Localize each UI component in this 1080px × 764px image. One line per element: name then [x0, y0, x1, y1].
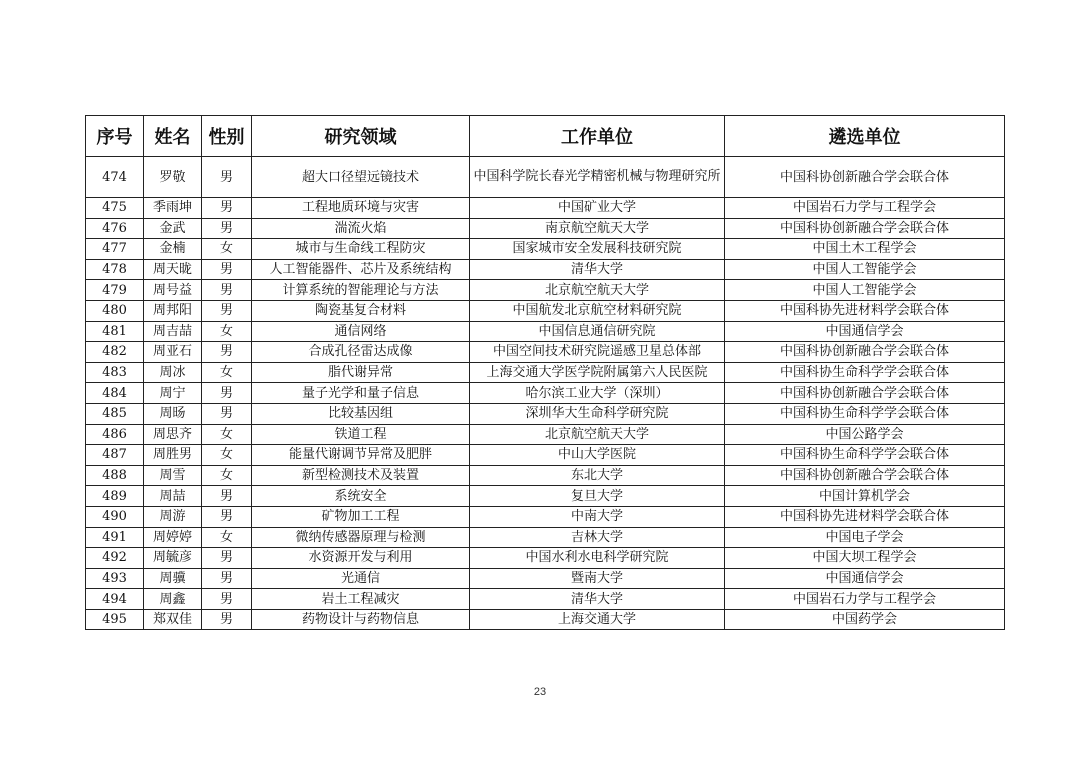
table-row	[86, 424, 1005, 445]
cell-research-field: 工程地质环境与灾害	[252, 198, 470, 219]
cell-gender: 男	[202, 259, 252, 280]
cell-gender: 女	[202, 465, 252, 486]
cell-research-field: 矿物加工工程	[252, 506, 470, 527]
cell-selection-unit: 中国通信学会	[725, 321, 1005, 342]
cell-serial: 484	[86, 383, 144, 404]
table-row	[86, 506, 1005, 527]
cell-gender: 女	[202, 321, 252, 342]
cell-serial: 494	[86, 589, 144, 610]
table-row	[86, 280, 1005, 301]
cell-work-unit: 暨南大学	[470, 568, 725, 589]
cell-serial: 495	[86, 609, 144, 630]
cell-selection-unit: 中国药学会	[725, 609, 1005, 630]
cell-name: 周骥	[144, 568, 202, 589]
cell-gender: 男	[202, 568, 252, 589]
cell-selection-unit: 中国科协生命科学学会联合体	[725, 445, 1005, 466]
cell-name: 周宁	[144, 383, 202, 404]
cell-name: 周邦阳	[144, 300, 202, 321]
cell-name: 周鑫	[144, 589, 202, 610]
table-row	[86, 198, 1005, 219]
cell-gender: 男	[202, 609, 252, 630]
cell-name: 郑双佳	[144, 609, 202, 630]
table-row	[86, 157, 1005, 198]
cell-work-unit: 中国水利水电科学研究院	[470, 548, 725, 569]
cell-gender: 男	[202, 383, 252, 404]
cell-name: 周婷婷	[144, 527, 202, 548]
cell-selection-unit: 中国人工智能学会	[725, 259, 1005, 280]
table-row	[86, 300, 1005, 321]
cell-selection-unit: 中国科协创新融合学会联合体	[725, 383, 1005, 404]
cell-gender: 男	[202, 589, 252, 610]
cell-serial: 476	[86, 218, 144, 239]
cell-work-unit: 北京航空航天大学	[470, 280, 725, 301]
cell-serial: 474	[86, 157, 144, 198]
cell-gender: 男	[202, 218, 252, 239]
table-row	[86, 383, 1005, 404]
cell-work-unit: 复旦大学	[470, 486, 725, 507]
cell-research-field: 计算系统的智能理论与方法	[252, 280, 470, 301]
cell-gender: 男	[202, 157, 252, 198]
cell-selection-unit: 中国科协生命科学学会联合体	[725, 362, 1005, 383]
cell-research-field: 系统安全	[252, 486, 470, 507]
cell-name: 周旸	[144, 403, 202, 424]
cell-research-field: 陶瓷基复合材料	[252, 300, 470, 321]
cell-name: 罗敬	[144, 157, 202, 198]
header-research-field: 研究领域	[252, 116, 470, 157]
cell-name: 季雨坤	[144, 198, 202, 219]
cell-serial: 489	[86, 486, 144, 507]
table-row	[86, 548, 1005, 569]
cell-research-field: 合成孔径雷达成像	[252, 342, 470, 363]
cell-selection-unit: 中国科协创新融合学会联合体	[725, 157, 1005, 198]
cell-selection-unit: 中国科协创新融合学会联合体	[725, 342, 1005, 363]
table-row	[86, 342, 1005, 363]
cell-serial: 483	[86, 362, 144, 383]
table-row	[86, 589, 1005, 610]
cell-gender: 男	[202, 280, 252, 301]
cell-work-unit: 上海交通大学	[470, 609, 725, 630]
cell-work-unit: 哈尔滨工业大学（深圳）	[470, 383, 725, 404]
page-number: 23	[533, 686, 547, 698]
cell-work-unit: 中国空间技术研究院遥感卫星总体部	[470, 342, 725, 363]
cell-work-unit: 清华大学	[470, 259, 725, 280]
cell-work-unit: 中山大学医院	[470, 445, 725, 466]
cell-name: 周亚石	[144, 342, 202, 363]
table-row	[86, 568, 1005, 589]
table-body	[86, 157, 1005, 630]
cell-selection-unit: 中国人工智能学会	[725, 280, 1005, 301]
table-header-row	[86, 116, 1005, 157]
cell-selection-unit: 中国科协创新融合学会联合体	[725, 465, 1005, 486]
cell-name: 周吉喆	[144, 321, 202, 342]
cell-research-field: 能量代谢调节异常及肥胖	[252, 445, 470, 466]
cell-selection-unit: 中国科协生命科学学会联合体	[725, 403, 1005, 424]
cell-serial: 477	[86, 239, 144, 260]
cell-work-unit: 上海交通大学医学院附属第六人民医院	[470, 362, 725, 383]
table-row	[86, 321, 1005, 342]
cell-name: 周天昽	[144, 259, 202, 280]
cell-research-field: 水资源开发与利用	[252, 548, 470, 569]
cell-gender: 男	[202, 300, 252, 321]
header-serial: 序号	[86, 116, 144, 157]
cell-selection-unit: 中国科协先进材料学会联合体	[725, 300, 1005, 321]
header-gender: 性别	[202, 116, 252, 157]
cell-selection-unit: 中国电子学会	[725, 527, 1005, 548]
table-row	[86, 218, 1005, 239]
cell-serial: 486	[86, 424, 144, 445]
cell-research-field: 人工智能器件、芯片及系统结构	[252, 259, 470, 280]
cell-selection-unit: 中国科协创新融合学会联合体	[725, 218, 1005, 239]
cell-name: 周毓彦	[144, 548, 202, 569]
cell-selection-unit: 中国岩石力学与工程学会	[725, 198, 1005, 219]
cell-work-unit: 深圳华大生命科学研究院	[470, 403, 725, 424]
cell-work-unit: 中国矿业大学	[470, 198, 725, 219]
table-row	[86, 403, 1005, 424]
cell-gender: 男	[202, 403, 252, 424]
cell-work-unit: 北京航空航天大学	[470, 424, 725, 445]
cell-serial: 475	[86, 198, 144, 219]
cell-gender: 女	[202, 527, 252, 548]
cell-research-field: 光通信	[252, 568, 470, 589]
cell-serial: 487	[86, 445, 144, 466]
cell-selection-unit: 中国计算机学会	[725, 486, 1005, 507]
cell-research-field: 城市与生命线工程防灾	[252, 239, 470, 260]
table-row	[86, 239, 1005, 260]
cell-name: 周冰	[144, 362, 202, 383]
cell-gender: 女	[202, 362, 252, 383]
cell-research-field: 量子光学和量子信息	[252, 383, 470, 404]
table-row	[86, 445, 1005, 466]
cell-gender: 男	[202, 548, 252, 569]
cell-work-unit: 东北大学	[470, 465, 725, 486]
cell-name: 金武	[144, 218, 202, 239]
cell-work-unit: 南京航空航天大学	[470, 218, 725, 239]
table-row	[86, 259, 1005, 280]
cell-selection-unit: 中国大坝工程学会	[725, 548, 1005, 569]
header-selection-unit: 遴选单位	[725, 116, 1005, 157]
cell-serial: 478	[86, 259, 144, 280]
cell-research-field: 比较基因组	[252, 403, 470, 424]
cell-work-unit: 中国信息通信研究院	[470, 321, 725, 342]
cell-work-unit: 中国科学院长春光学精密机械与物理研究所	[470, 157, 725, 198]
cell-serial: 493	[86, 568, 144, 589]
header-name: 姓名	[144, 116, 202, 157]
cell-work-unit: 国家城市安全发展科技研究院	[470, 239, 725, 260]
cell-serial: 479	[86, 280, 144, 301]
cell-selection-unit: 中国科协先进材料学会联合体	[725, 506, 1005, 527]
cell-research-field: 岩土工程减灾	[252, 589, 470, 610]
cell-work-unit: 吉林大学	[470, 527, 725, 548]
cell-name: 周雪	[144, 465, 202, 486]
cell-gender: 男	[202, 486, 252, 507]
cell-selection-unit: 中国岩石力学与工程学会	[725, 589, 1005, 610]
cell-research-field: 微纳传感器原理与检测	[252, 527, 470, 548]
cell-research-field: 新型检测技术及装置	[252, 465, 470, 486]
table-row	[86, 527, 1005, 548]
cell-research-field: 药物设计与药物信息	[252, 609, 470, 630]
table-row	[86, 609, 1005, 630]
cell-selection-unit: 中国公路学会	[725, 424, 1005, 445]
cell-research-field: 脂代谢异常	[252, 362, 470, 383]
cell-name: 周喆	[144, 486, 202, 507]
cell-name: 金楠	[144, 239, 202, 260]
cell-work-unit: 中南大学	[470, 506, 725, 527]
cell-research-field: 湍流火焰	[252, 218, 470, 239]
cell-serial: 490	[86, 506, 144, 527]
cell-serial: 480	[86, 300, 144, 321]
cell-gender: 女	[202, 445, 252, 466]
cell-gender: 男	[202, 198, 252, 219]
cell-research-field: 超大口径望远镜技术	[252, 157, 470, 198]
cell-work-unit: 中国航发北京航空材料研究院	[470, 300, 725, 321]
cell-name: 周胜男	[144, 445, 202, 466]
cell-gender: 男	[202, 506, 252, 527]
cell-serial: 488	[86, 465, 144, 486]
cell-serial: 492	[86, 548, 144, 569]
cell-gender: 女	[202, 239, 252, 260]
cell-research-field: 铁道工程	[252, 424, 470, 445]
cell-work-unit: 清华大学	[470, 589, 725, 610]
cell-selection-unit: 中国土木工程学会	[725, 239, 1005, 260]
table-row	[86, 362, 1005, 383]
cell-gender: 男	[202, 342, 252, 363]
cell-research-field: 通信网络	[252, 321, 470, 342]
cell-serial: 485	[86, 403, 144, 424]
cell-serial: 482	[86, 342, 144, 363]
cell-gender: 女	[202, 424, 252, 445]
cell-name: 周号益	[144, 280, 202, 301]
table-row	[86, 465, 1005, 486]
cell-name: 周游	[144, 506, 202, 527]
header-work-unit: 工作单位	[470, 116, 725, 157]
talent-roster-table	[85, 115, 1005, 630]
cell-name: 周思齐	[144, 424, 202, 445]
cell-selection-unit: 中国通信学会	[725, 568, 1005, 589]
table-row	[86, 486, 1005, 507]
cell-serial: 481	[86, 321, 144, 342]
cell-serial: 491	[86, 527, 144, 548]
